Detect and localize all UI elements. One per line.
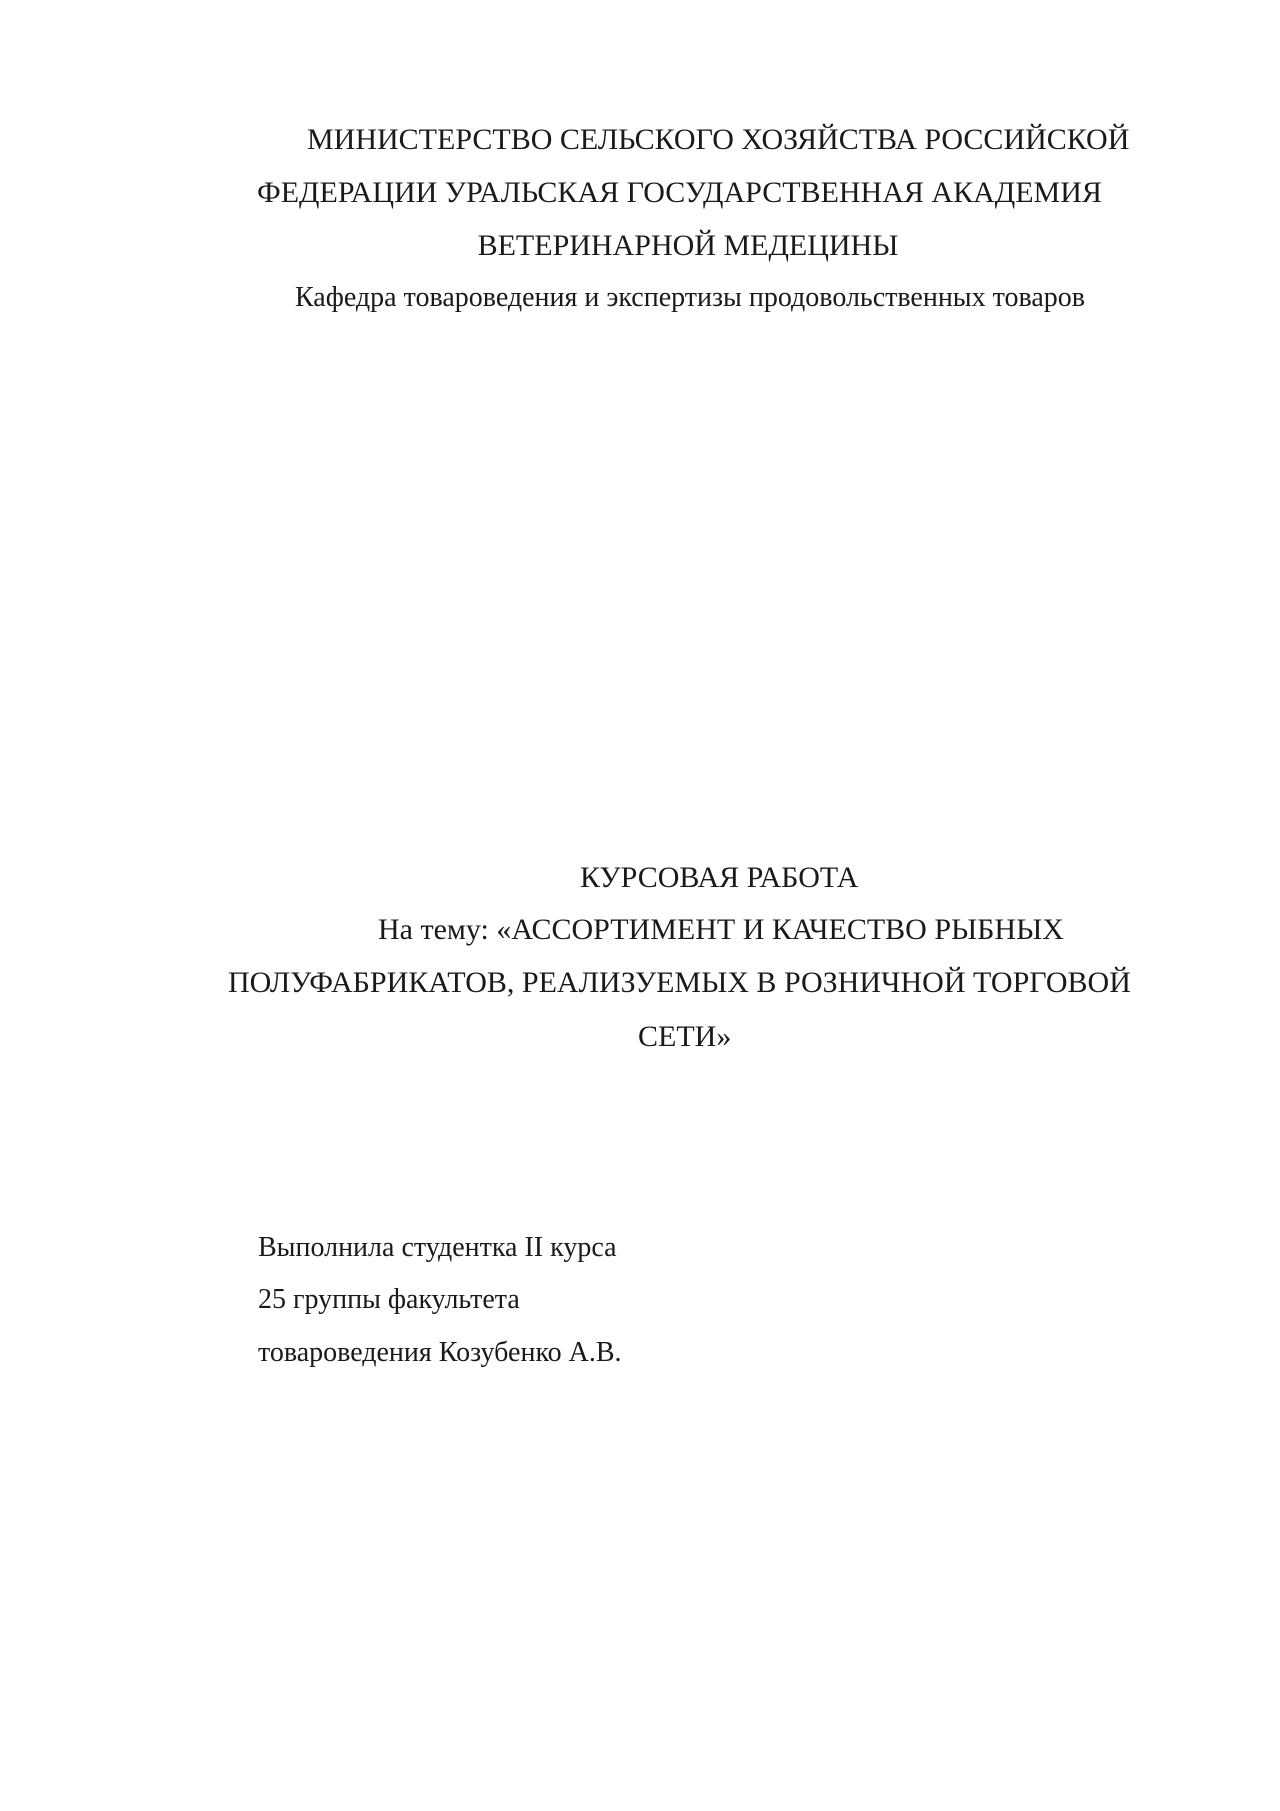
ministry-line-3: ВЕТЕРИНАРНОЙ МЕДЕЦИНЫ (477, 229, 899, 262)
department-name: Кафедра товароведения и экспертизы продовольственных товаров (295, 282, 1085, 313)
ministry-line-1: МИНИСТЕРСТВО СЕЛЬСКОГО ХОЗЯЙСТВА РОССИЙСКОЙ (307, 123, 1130, 156)
author-line-3: товароведения Козубенко А.В. (258, 1337, 622, 1368)
topic-line-1: На тему: «АССОРТИМЕНТ И КАЧЕСТВО РЫБНЫХ (378, 913, 1064, 946)
author-line-1: Выполнила студентка II курса (258, 1232, 617, 1263)
ministry-line-2: ФЕДЕРАЦИИ УРАЛЬСКАЯ ГОСУДАРСТВЕННАЯ АКАДЕМИЯ (257, 176, 1102, 209)
topic-line-3: СЕТИ» (638, 1020, 732, 1053)
topic-line-2: ПОЛУФАБРИКАТОВ, РЕАЛИЗУЕМЫХ В РОЗНИЧНОЙ ТОРГОВОЙ (228, 966, 1131, 999)
author-line-2: 25 группы факультета (258, 1284, 520, 1315)
work-type: КУРСОВАЯ РАБОТА (580, 861, 859, 894)
